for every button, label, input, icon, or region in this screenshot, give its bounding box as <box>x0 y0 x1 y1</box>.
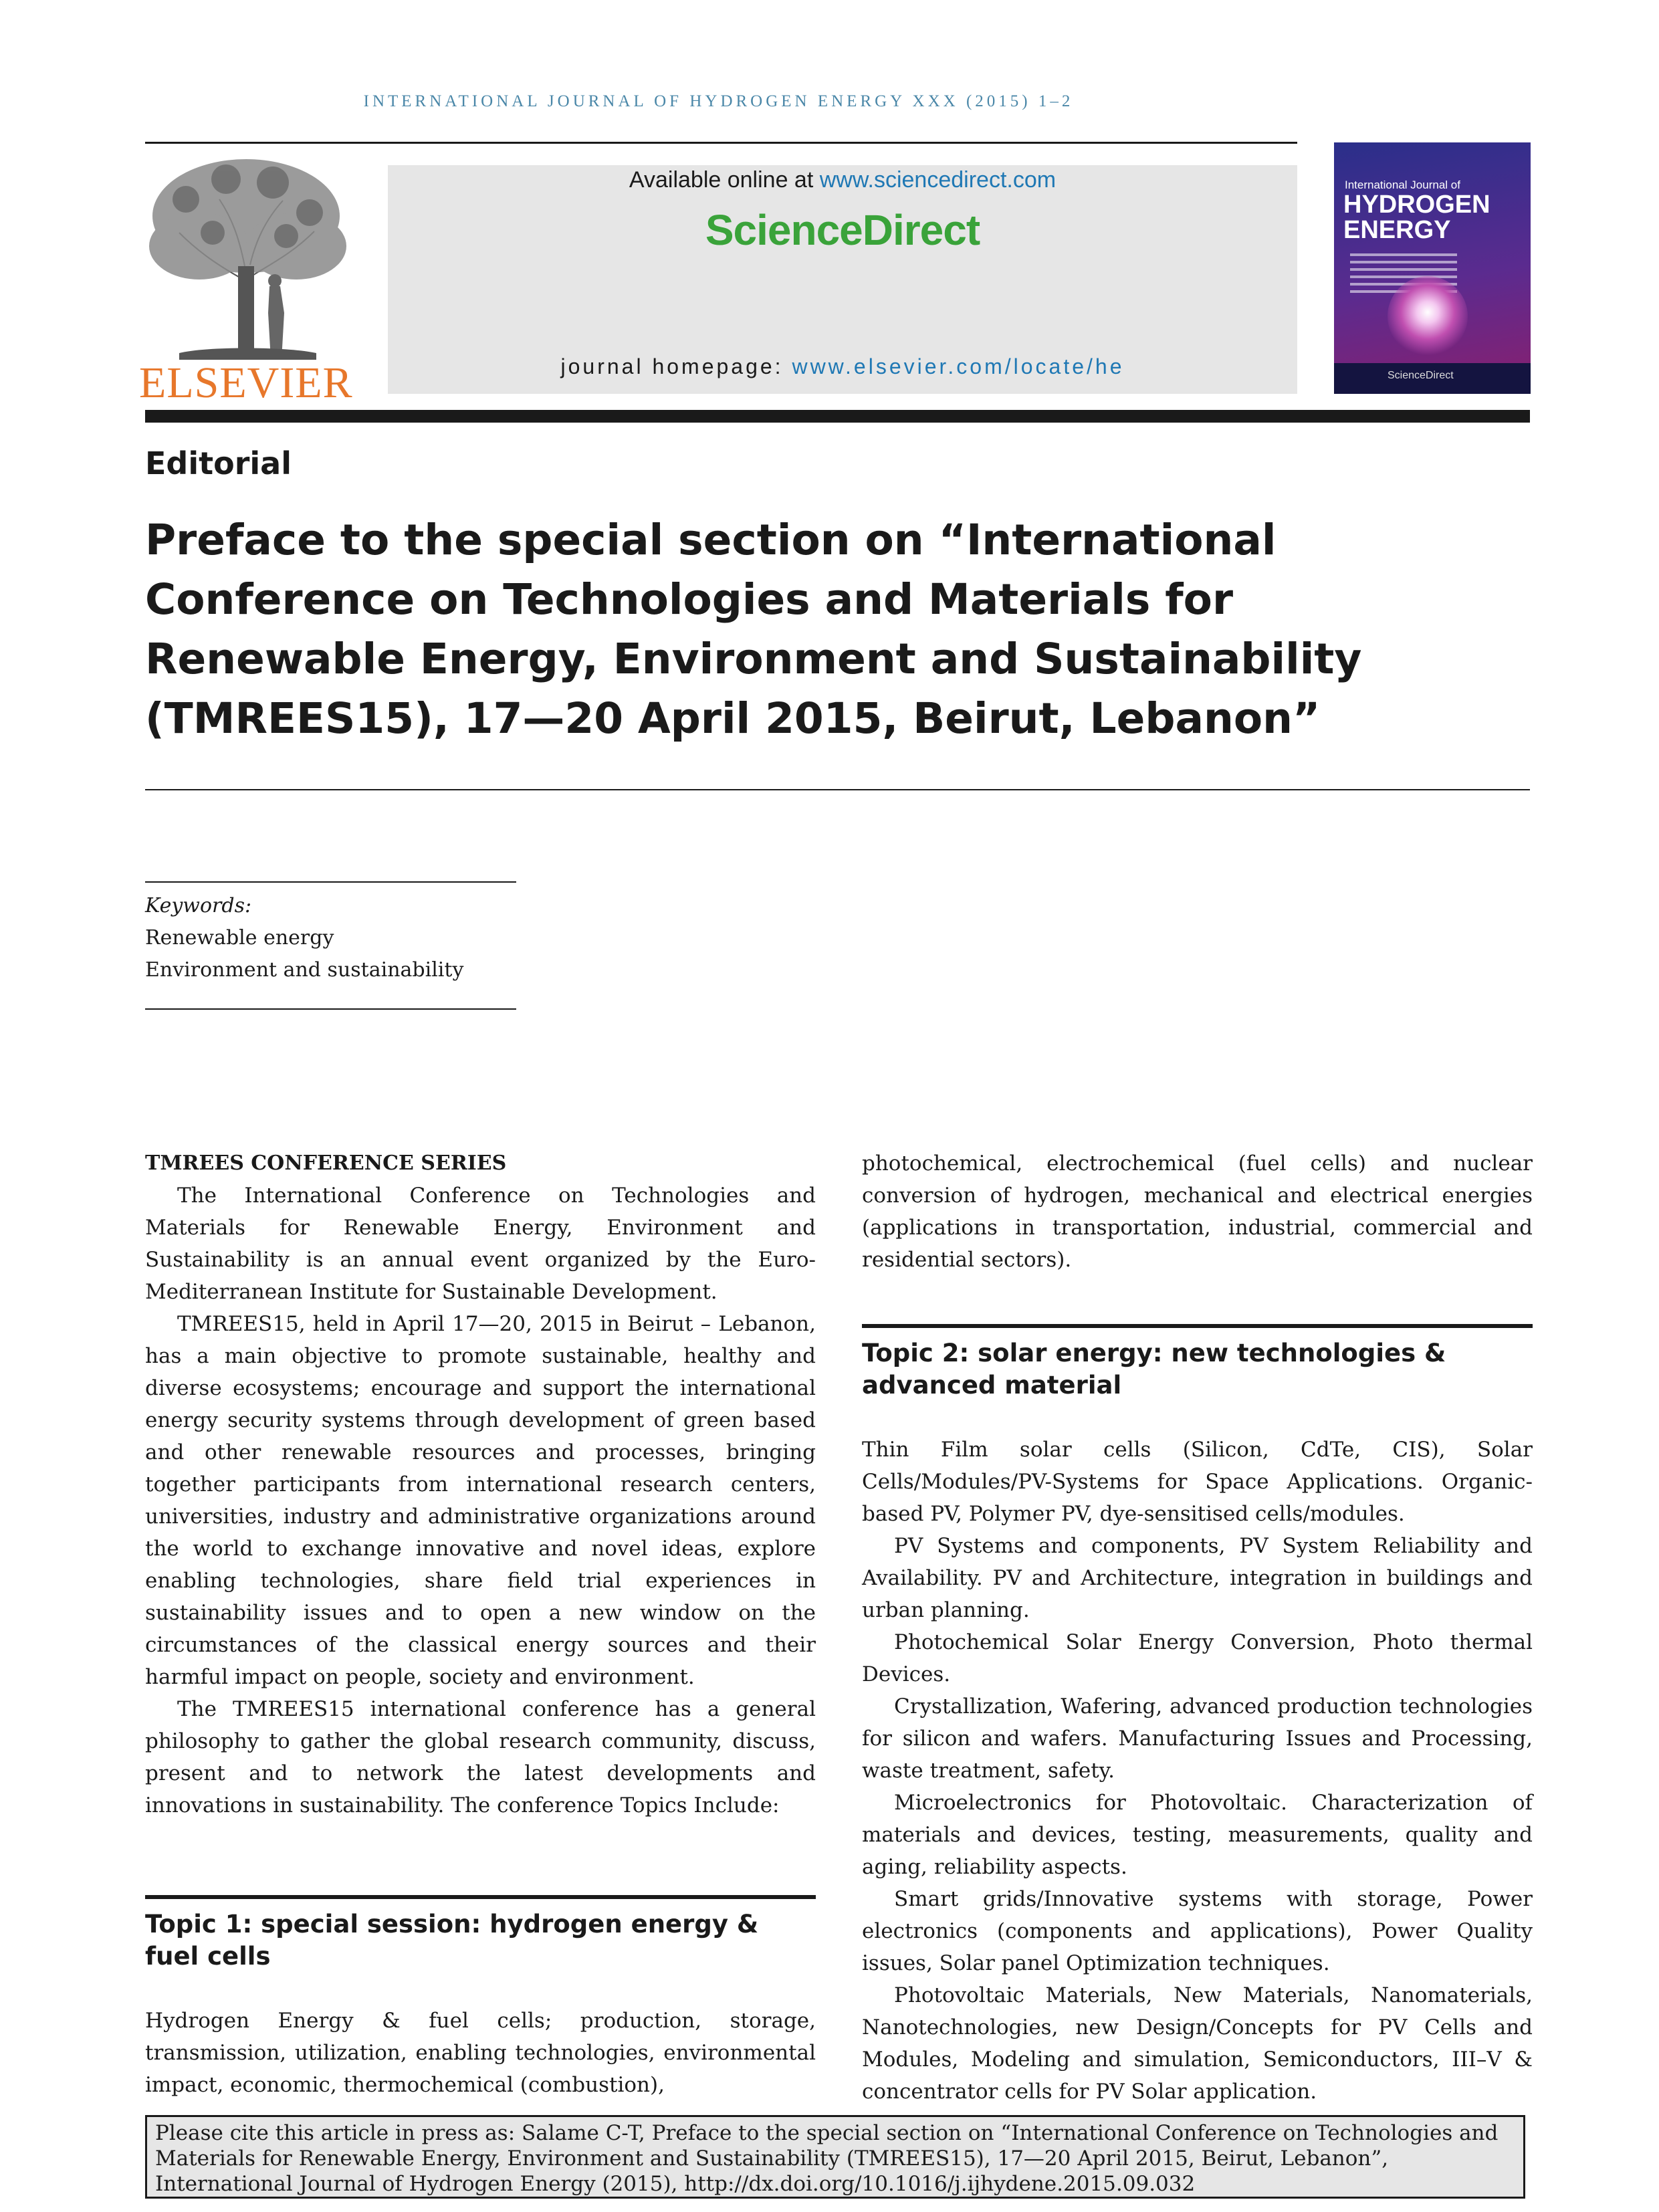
keywords-rule-top <box>145 881 516 883</box>
sciencedirect-brand: ScienceDirect <box>705 206 980 254</box>
topic-1-heading: Topic 1: special session: hydrogen energy & fuel cells <box>145 1910 759 1971</box>
topic-2-paragraph: Smart grids/Innovative systems with storage, Power electronics (components and applications), Power Quality issues, Solar panel Optimization techniques. <box>862 1887 1533 1975</box>
keywords-list <box>145 922 463 986</box>
sciencedirect-banner <box>388 165 1297 394</box>
citation-box: Please cite this article in press as: Salame C-T, Preface to the special section on “International Conference on Technologies and Materials for Renewable Energy, Environment and Sustainability (TMREES15), 17—20 April 2015, Beirut, Lebanon”, International Journal of Hydrogen Energy (2015), http://dx.doi.org/10.1016/j.ijhydene.2015.09.032 <box>145 2115 1525 2199</box>
cover-title-small: International Journal of <box>1345 179 1460 191</box>
journal-homepage-link[interactable]: www.elsevier.com/locate/he <box>792 354 1125 378</box>
body-paragraph: The International Conference on Technologies and Materials for Renewable Energy, Environment and Sustainability is an annual event organized by the Euro-Mediterranean Institute for Sustainable Development. <box>145 1184 816 1304</box>
article-type: Editorial <box>145 445 292 481</box>
journal-homepage-line <box>388 354 1297 379</box>
topic-2-paragraph: Microelectronics for Photovoltaic. Characterization of materials and devices, testing, measurements, quality and aging, reliability aspects. <box>862 1791 1533 1879</box>
body-column-right <box>862 1147 1533 2108</box>
cover-title-line-2: ENERGY <box>1343 216 1451 244</box>
topic-1-paragraph: Hydrogen Energy & fuel cells; production, storage, transmission, utilization, enabling technologies, environmental impact, economic, thermochemical (combustion), <box>145 2009 816 2097</box>
topic-2-heading: Topic 2: solar energy: new technologies & advanced material <box>862 1339 1446 1400</box>
body-paragraph: The TMREES15 international conference has a general philosophy to gather the global research community, discuss, present and to network the latest developments and innovations in sustainability. The conference Topics Include: <box>145 1697 816 1817</box>
article-title: Preface to the special section on “International Conference on Technologies and Materials for Renewable Energy, Environment and Sustainability (TMREES15), 17—20 April 2015, Beirut, Lebanon” <box>145 516 1362 743</box>
keyword-item: Environment and sustainability <box>145 958 464 982</box>
title-rule <box>145 789 1530 790</box>
available-online-text: Available online at <box>629 167 820 193</box>
running-head: INTERNATIONAL JOURNAL OF HYDROGEN ENERGY XXX (2015) 1–2 <box>363 92 1074 110</box>
topic-2-rule <box>862 1324 1533 1328</box>
topic-2-paragraph: Photochemical Solar Energy Conversion, Photo thermal Devices. <box>862 1630 1533 1686</box>
keywords-rule-bottom <box>145 1008 516 1010</box>
topic-2-paragraph: PV Systems and components, PV System Reliability and Availability. PV and Architecture, integration in buildings and urban planning. <box>862 1534 1533 1622</box>
topic-1-paragraph-continued: photochemical, electrochemical (fuel cells) and nuclear conversion of hydrogen, mechanical and electrical energies (applications in transportation, industrial, commercial and residential sectors). <box>862 1151 1533 1272</box>
cover-title-big <box>1343 192 1490 243</box>
sciencedirect-link[interactable]: www.sciencedirect.com <box>819 167 1057 193</box>
elsevier-wordmark: ELSEVIER <box>139 358 353 407</box>
journal-cover-image <box>1334 142 1531 394</box>
keyword-item: Renewable energy <box>145 926 334 950</box>
header-rule <box>145 142 1297 144</box>
cover-title-line-1: HYDROGEN <box>1343 191 1490 219</box>
body-paragraph: TMREES15, held in April 17—20, 2015 in Beirut – Lebanon, has a main objective to promote sustainable, healthy and diverse ecosystems; encourage and support the international energy security systems through development of green based and other renewable resources and processes, bringing together participants from international research centers, universities, industry and administrative organizations around the world to exchange innovative and novel ideas, explore enabling technologies, share field trial experiences in sustainability issues and to open a new window on the circumstances of the classical energy sources and their harmful impact on people, society and environment. <box>145 1312 816 1689</box>
topic-1-rule <box>145 1895 816 1899</box>
cover-band-text: ScienceDirect <box>1388 370 1454 381</box>
keywords-label: Keywords: <box>145 894 252 917</box>
topic-2-paragraph: Crystallization, Wafering, advanced production technologies for silicon and wafers. Manufacturing Issues and Processing, waste treatment, safety. <box>862 1694 1533 1783</box>
topic-2-paragraph: Thin Film solar cells (Silicon, CdTe, CIS), Solar Cells/Modules/PV-Systems for Space Applications. Organic-based PV, Polymer PV, dye-sensitised cells/modules. <box>862 1438 1533 1526</box>
topic-2-paragraph: Photovoltaic Materials, New Materials, Nanomaterials, Nanotechnologies, new Design/Concepts for PV Cells and Modules, Modeling and simulation, Semiconductors, III–V & concentrator cells for PV Solar application. <box>862 1983 1533 2104</box>
available-online-line <box>388 167 1297 193</box>
header-thick-rule <box>145 410 1530 423</box>
cover-orb-graphic <box>1388 276 1468 356</box>
journal-homepage-text: journal homepage: <box>560 354 792 378</box>
section-heading: TMREES CONFERENCE SERIES <box>145 1151 507 1175</box>
body-column-left <box>145 1147 816 2101</box>
